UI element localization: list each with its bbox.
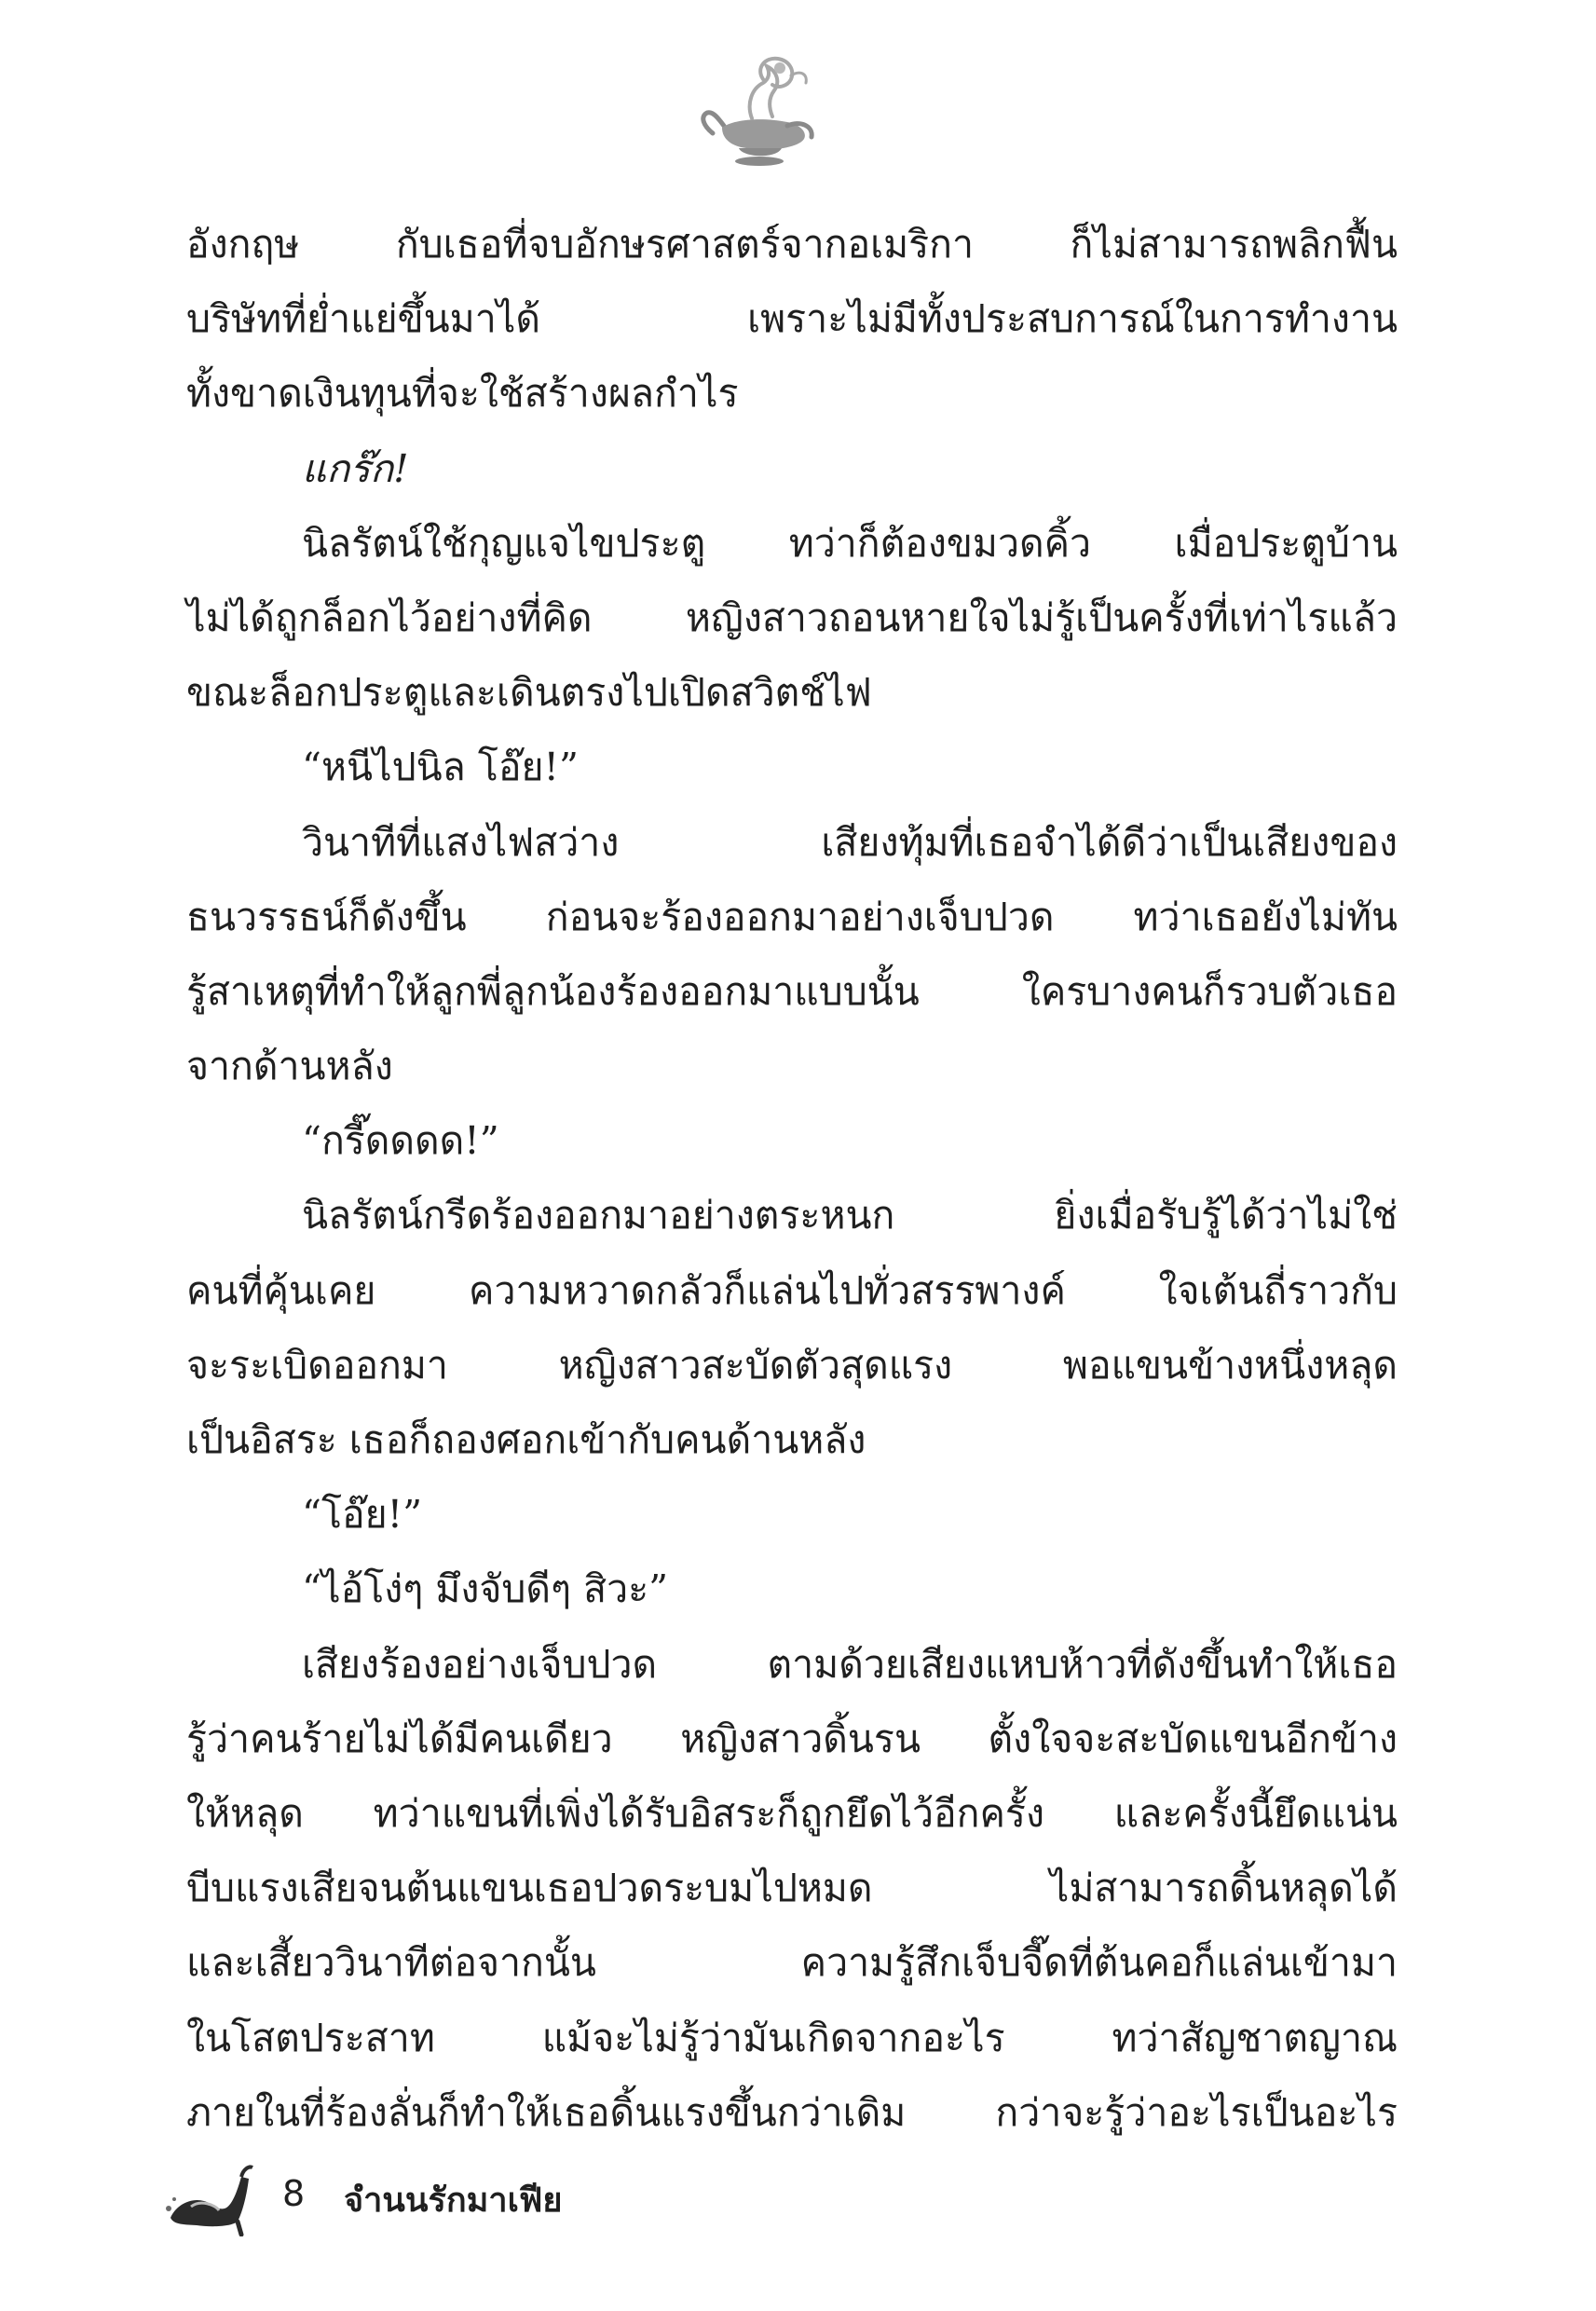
high-heel-shoe-icon: [163, 2153, 256, 2236]
text-line: ให้หลุด ทว่าแขนที่เพิ่งได้รับอิสระก็ถูกยึดไว้อีกครั้ง และครั้งนี้ยึดแน่น: [186, 1790, 1398, 1836]
text-line: อังกฤษ กับเธอที่จบอักษรศาสตร์จากอเมริกา ก็ไม่สามารถพลิกฟื้น: [186, 222, 1398, 267]
text-line: เป็นอิสระ เธอก็ถองศอกเข้ากับคนด้านหลัง: [186, 1417, 866, 1462]
text-line: รู้ว่าคนร้ายไม่ได้มีคนเดียว หญิงสาวดิ้นรน ตั้งใจจะสะบัดแขนอีกข้าง: [186, 1716, 1398, 1761]
text-line: คนที่คุ้นเคย ความหวาดกลัวก็แล่นไปทั่วสรรพางค์ ใจเต้นถี่ราวกับ: [186, 1267, 1398, 1313]
text-line: ขณะล็อกประตูและเดินตรงไปเปิดสวิตช์ไฟ: [186, 670, 872, 716]
text-line: นิลรัตน์กรีดร้องออกมาอย่างตระหนก ยิ่งเมื่อรับรู้ได้ว่าไม่ใช่: [302, 1193, 1398, 1238]
text-line: เสียงร้องอย่างเจ็บปวด ตามด้วยเสียงแหบห้าวที่ดังขึ้นทำให้เธอ: [302, 1641, 1398, 1687]
text-line: และเสี้ยววินาทีต่อจากนั้น ความรู้สึกเจ็บจี๊ดที่ต้นคอก็แล่นเข้ามา: [186, 1940, 1398, 1986]
text-line: “ไอ้โง่ๆ มึงจับดีๆ สิวะ”: [302, 1566, 669, 1612]
genie-lamp-icon: [694, 51, 825, 172]
text-line: รู้สาเหตุที่ทำให้ลูกพี่ลูกน้องร้องออกมาแบบนั้น ใครบางคนก็รวบตัวเธอ: [186, 968, 1398, 1014]
text-line: “หนีไปนิล โอ๊ย!”: [302, 745, 579, 790]
text-line: ธนวรรธน์ก็ดังขึ้น ก่อนจะร้องออกมาอย่างเจ็บปวด ทว่าเธอยังไม่ทัน: [186, 894, 1398, 939]
book-title: จำนนรักมาเฟีย: [344, 2181, 563, 2220]
text-line: “กรี๊ดดดด!”: [302, 1118, 499, 1164]
page-number: 8: [282, 2173, 306, 2214]
text-line: วินาทีที่แสงไฟสว่าง เสียงทุ้มที่เธอจำได้ดีว่าเป็นเสียงของ: [302, 819, 1398, 865]
page-footer: [163, 2153, 722, 2246]
text-line: แกร๊ก!: [302, 445, 409, 491]
body-text: [186, 207, 1398, 2150]
text-line: บีบแรงเสียจนต้นแขนเธอปวดระบมไปหมด ไม่สามารถดิ้นหลุดได้: [186, 1866, 1398, 1911]
text-line: จากด้านหลัง: [186, 1044, 393, 1089]
text-line: ทั้งขาดเงินทุนที่จะใช้สร้างผลกำไร: [186, 371, 739, 417]
text-line: “โอ๊ย!”: [302, 1492, 423, 1538]
text-line: จะระเบิดออกมา หญิงสาวสะบัดตัวสุดแรง พอแขนข้างหนึ่งหลุด: [186, 1342, 1398, 1388]
text-line: ภายในที่ร้องลั่นก็ทำให้เธอดิ้นแรงขึ้นกว่าเดิม กว่าจะรู้ว่าอะไรเป็นอะไร: [186, 2089, 1398, 2135]
text-line: ไม่ได้ถูกล็อกไว้อย่างที่คิด หญิงสาวถอนหายใจไม่รู้เป็นครั้งที่เท่าไรแล้ว: [186, 595, 1398, 640]
text-line: บริษัทที่ย่ำแย่ขึ้นมาได้ เพราะไม่มีทั้งประสบการณ์ในการทำงาน: [186, 296, 1398, 342]
text-line: ในโสตประสาท แม้จะไม่รู้ว่ามันเกิดจากอะไร ทว่าสัญชาตญาณ: [186, 2015, 1398, 2060]
text-line: นิลรัตน์ใช้กุญแจไขประตู ทว่าก็ต้องขมวดคิ้ว เมื่อประตูบ้าน: [302, 520, 1398, 566]
